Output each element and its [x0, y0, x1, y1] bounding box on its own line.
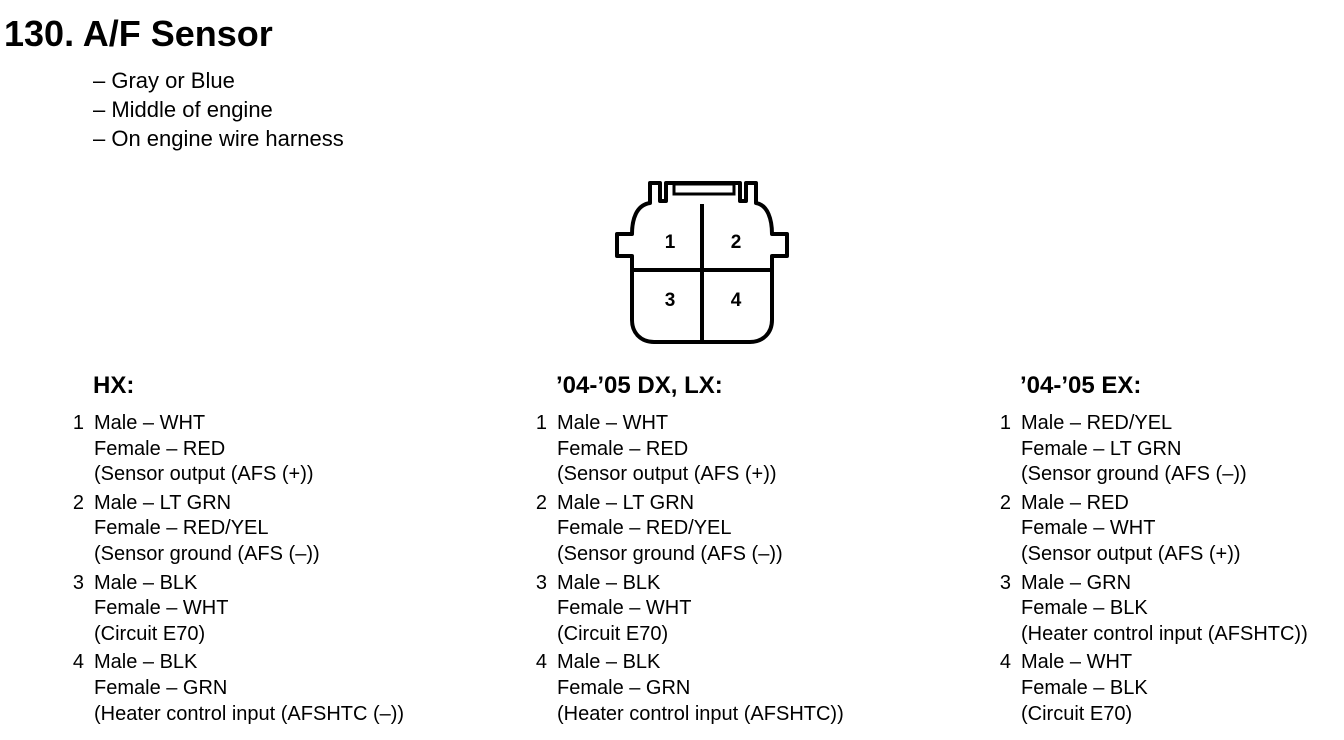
pin-male: Male – BLK	[557, 571, 661, 594]
pin-entry	[70, 491, 404, 568]
pin-list-hx	[70, 411, 404, 730]
pin-number: 1	[999, 412, 1011, 434]
pin-female: Female – BLK	[1021, 597, 1148, 620]
pin-label-3: 3	[664, 290, 676, 311]
pin-description: (Heater control input (AFSHTC))	[1021, 622, 1308, 645]
pin-male: Male – LT GRN	[94, 491, 232, 514]
pin-female: Female – GRN	[557, 676, 691, 699]
pin-male: Male – RED	[1021, 491, 1129, 514]
pin-number: 3	[535, 571, 547, 594]
pin-entry	[70, 411, 404, 488]
pin-female: Female – WHT	[1021, 517, 1156, 540]
pin-entry	[533, 411, 844, 488]
pin-male: Male – RED/YEL	[1021, 412, 1173, 434]
pin-description: (Circuit E70)	[557, 622, 669, 645]
pin-description: (Sensor output (AFS (+))	[94, 463, 314, 486]
pin-number: 4	[999, 651, 1011, 674]
pin-entry	[997, 411, 1308, 488]
pin-male: Male – WHT	[94, 412, 206, 434]
pin-number: 1	[72, 412, 84, 434]
pin-male: Male – WHT	[1021, 651, 1133, 674]
pin-description: (Circuit E70)	[1021, 702, 1133, 725]
pin-entry	[70, 650, 404, 727]
pin-label-1: 1	[664, 232, 676, 253]
note-color: – Gray or Blue	[93, 68, 235, 93]
pin-number: 4	[72, 651, 84, 674]
pin-description: (Sensor ground (AFS (–))	[557, 542, 783, 565]
pin-description: (Sensor output (AFS (+))	[557, 463, 777, 486]
pin-male: Male – LT GRN	[557, 491, 695, 514]
pin-number: 2	[999, 491, 1011, 514]
page-title: 130. A/F Sensor	[4, 13, 273, 54]
pin-female: Female – WHT	[94, 597, 229, 620]
pin-male: Male – BLK	[94, 651, 198, 674]
pin-entry	[997, 491, 1308, 568]
pin-female: Female – WHT	[557, 597, 692, 620]
pin-female: Female – GRN	[94, 676, 228, 699]
connector-diagram	[612, 180, 792, 346]
pin-number: 2	[535, 491, 547, 514]
connector-notes	[93, 66, 344, 153]
pin-entry	[997, 650, 1308, 727]
pin-male: Male – BLK	[94, 571, 198, 594]
pin-description: (Heater control input (AFSHTC (–))	[94, 702, 405, 725]
pin-entry	[533, 491, 844, 568]
pin-male: Male – BLK	[557, 651, 661, 674]
pin-female: Female – RED	[557, 437, 689, 460]
pin-list-ex	[997, 411, 1308, 730]
connector-latch	[674, 184, 734, 194]
pin-number: 3	[72, 571, 84, 594]
pin-female: Female – RED/YEL	[94, 517, 269, 540]
pin-female: Female – RED/YEL	[557, 517, 732, 540]
pin-number: 4	[535, 651, 547, 674]
pin-male: Male – GRN	[1021, 571, 1132, 594]
pin-entry	[533, 571, 844, 648]
pin-list-dx-lx	[533, 411, 844, 730]
note-location: – Middle of engine	[93, 97, 273, 122]
pin-entry	[533, 650, 844, 727]
note-harness: – On engine wire harness	[93, 126, 344, 151]
pin-entry	[997, 571, 1308, 648]
pin-description: (Sensor ground (AFS (–))	[1021, 463, 1247, 486]
pin-label-2: 2	[730, 232, 742, 253]
pin-description: (Circuit E70)	[94, 622, 206, 645]
pin-description: (Sensor output (AFS (+))	[1021, 542, 1241, 565]
pin-female: Female – LT GRN	[1021, 437, 1182, 460]
pin-female: Female – RED	[94, 437, 226, 460]
pin-male: Male – WHT	[557, 412, 669, 434]
pin-number: 2	[72, 491, 84, 514]
pin-entry	[70, 571, 404, 648]
column-heading-ex: ’04-’05 EX:	[1020, 372, 1142, 399]
column-heading-dx-lx: ’04-’05 DX, LX:	[556, 372, 723, 399]
pin-description: (Sensor ground (AFS (–))	[94, 542, 320, 565]
pin-female: Female – BLK	[1021, 676, 1148, 699]
pin-number: 3	[999, 571, 1011, 594]
pin-description: (Heater control input (AFSHTC))	[557, 702, 844, 725]
pin-label-4: 4	[730, 290, 742, 311]
pin-number: 1	[535, 412, 547, 434]
column-heading-hx: HX:	[93, 372, 135, 399]
